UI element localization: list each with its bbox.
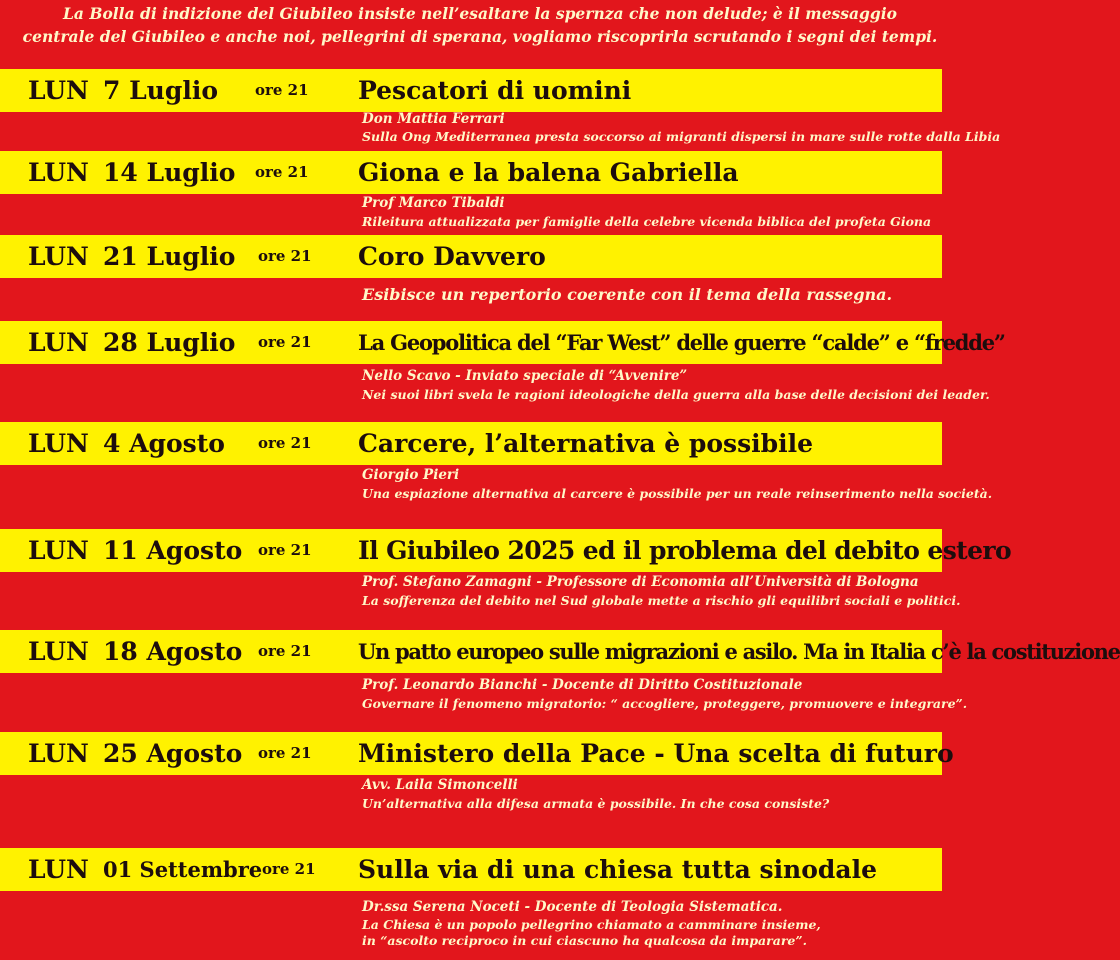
event-description: Una espiazione alternativa al carcere è possibile per un reale reinserimento nella società. xyxy=(362,486,993,501)
event-description: La sofferenza del debito nel Sud globale mette a rischio gli equilibri sociali e politici. xyxy=(362,593,961,608)
event-date: 14 Luglio xyxy=(103,158,236,187)
event-time: ore 21 xyxy=(258,744,312,762)
event-title: La Geopolitica del “Far West” delle guerre “calde” e “fredde” xyxy=(358,330,1005,355)
event-day: LUN xyxy=(28,76,89,105)
event-time: ore 21 xyxy=(258,434,312,452)
event-date: 01 Settembre xyxy=(103,857,263,882)
event-description: Un’alternativa alla difesa armata è possibile. In che cosa consiste? xyxy=(362,796,830,811)
event-speaker: Giorgio Pieri xyxy=(362,467,460,483)
event-date: 7 Luglio xyxy=(103,76,219,105)
event-time: ore 21 xyxy=(258,642,312,660)
event-speaker: Avv. Laila Simoncelli xyxy=(362,777,518,793)
event-time: ore 21 xyxy=(255,163,309,181)
intro-line-2: centrale del Giubileo e anche noi, pellegrini di sperana, vogliamo riscoprirla scrutando i segni dei tempi. xyxy=(22,27,938,46)
event-title: Un patto europeo sulle migrazioni e asilo. Ma in Italia c’è la costituzione xyxy=(358,639,1120,664)
event-day: LUN xyxy=(28,242,89,271)
event-time: ore 21 xyxy=(255,81,309,99)
event-title: Carcere, l’alternativa è possibile xyxy=(358,429,814,458)
intro-text xyxy=(0,2,960,48)
event-date: 4 Agosto xyxy=(103,429,225,458)
event-day: LUN xyxy=(28,328,89,357)
event-description: Esibisce un repertorio coerente con il tema della rassegna. xyxy=(362,285,893,304)
event-time: ore 21 xyxy=(262,860,316,878)
event-day: LUN xyxy=(28,637,89,666)
event-day: LUN xyxy=(28,855,89,884)
intro-line-1: La Bolla di indizione del Giubileo insiste nell’esaltare la spernza che non delude; è il messaggio xyxy=(63,4,897,23)
event-title: Coro Davvero xyxy=(358,242,546,271)
event-speaker: Prof Marco Tibaldi xyxy=(362,195,505,211)
event-day: LUN xyxy=(28,536,89,565)
event-date: 25 Agosto xyxy=(103,739,243,768)
event-speaker: Prof. Stefano Zamagni - Professore di Economia all’Università di Bologna xyxy=(362,574,919,590)
event-day: LUN xyxy=(28,158,89,187)
event-title: Ministero della Pace - Una scelta di futuro xyxy=(358,739,954,768)
event-title: Giona e la balena Gabriella xyxy=(358,158,739,187)
event-date: 18 Agosto xyxy=(103,637,243,666)
event-speaker: Don Mattia Ferrari xyxy=(362,111,505,127)
event-description: Rileitura attualizzata per famiglie della celebre vicenda biblica del profeta Giona xyxy=(362,214,932,229)
event-description: Nei suoi libri svela le ragioni ideologiche della guerra alla base delle decisioni dei leader. xyxy=(362,387,990,402)
event-description: La Chiesa è un popolo pellegrino chiamato a camminare insieme, xyxy=(362,917,821,932)
event-time: ore 21 xyxy=(258,541,312,559)
event-title: Sulla via di una chiesa tutta sinodale xyxy=(358,855,877,884)
event-day: LUN xyxy=(28,429,89,458)
event-date: 11 Agosto xyxy=(103,536,243,565)
event-description: Sulla Ong Mediterranea presta soccorso ai migranti dispersi in mare sulle rotte dalla Libia xyxy=(362,129,1001,144)
event-speaker: Nello Scavo - Inviato speciale di “Avvenire” xyxy=(362,368,688,384)
event-speaker: Dr.ssa Serena Noceti - Docente di Teologia Sistematica. xyxy=(362,899,783,915)
event-title: Pescatori di uomini xyxy=(358,76,632,105)
event-time: ore 21 xyxy=(258,333,312,351)
event-day: LUN xyxy=(28,739,89,768)
event-speaker: Prof. Leonardo Bianchi - Docente di Diritto Costituzionale xyxy=(362,677,803,693)
event-date: 21 Luglio xyxy=(103,242,236,271)
event-time: ore 21 xyxy=(258,247,312,265)
event-title: Il Giubileo 2025 ed il problema del debito estero xyxy=(358,536,1012,565)
event-date: 28 Luglio xyxy=(103,328,236,357)
event-description: Governare il fenomeno migratorio: “ accogliere, proteggere, promuovere e integrare”. xyxy=(362,696,968,711)
event-description: in “ascolto reciproco in cui ciascuno ha qualcosa da imparare”. xyxy=(362,933,807,948)
